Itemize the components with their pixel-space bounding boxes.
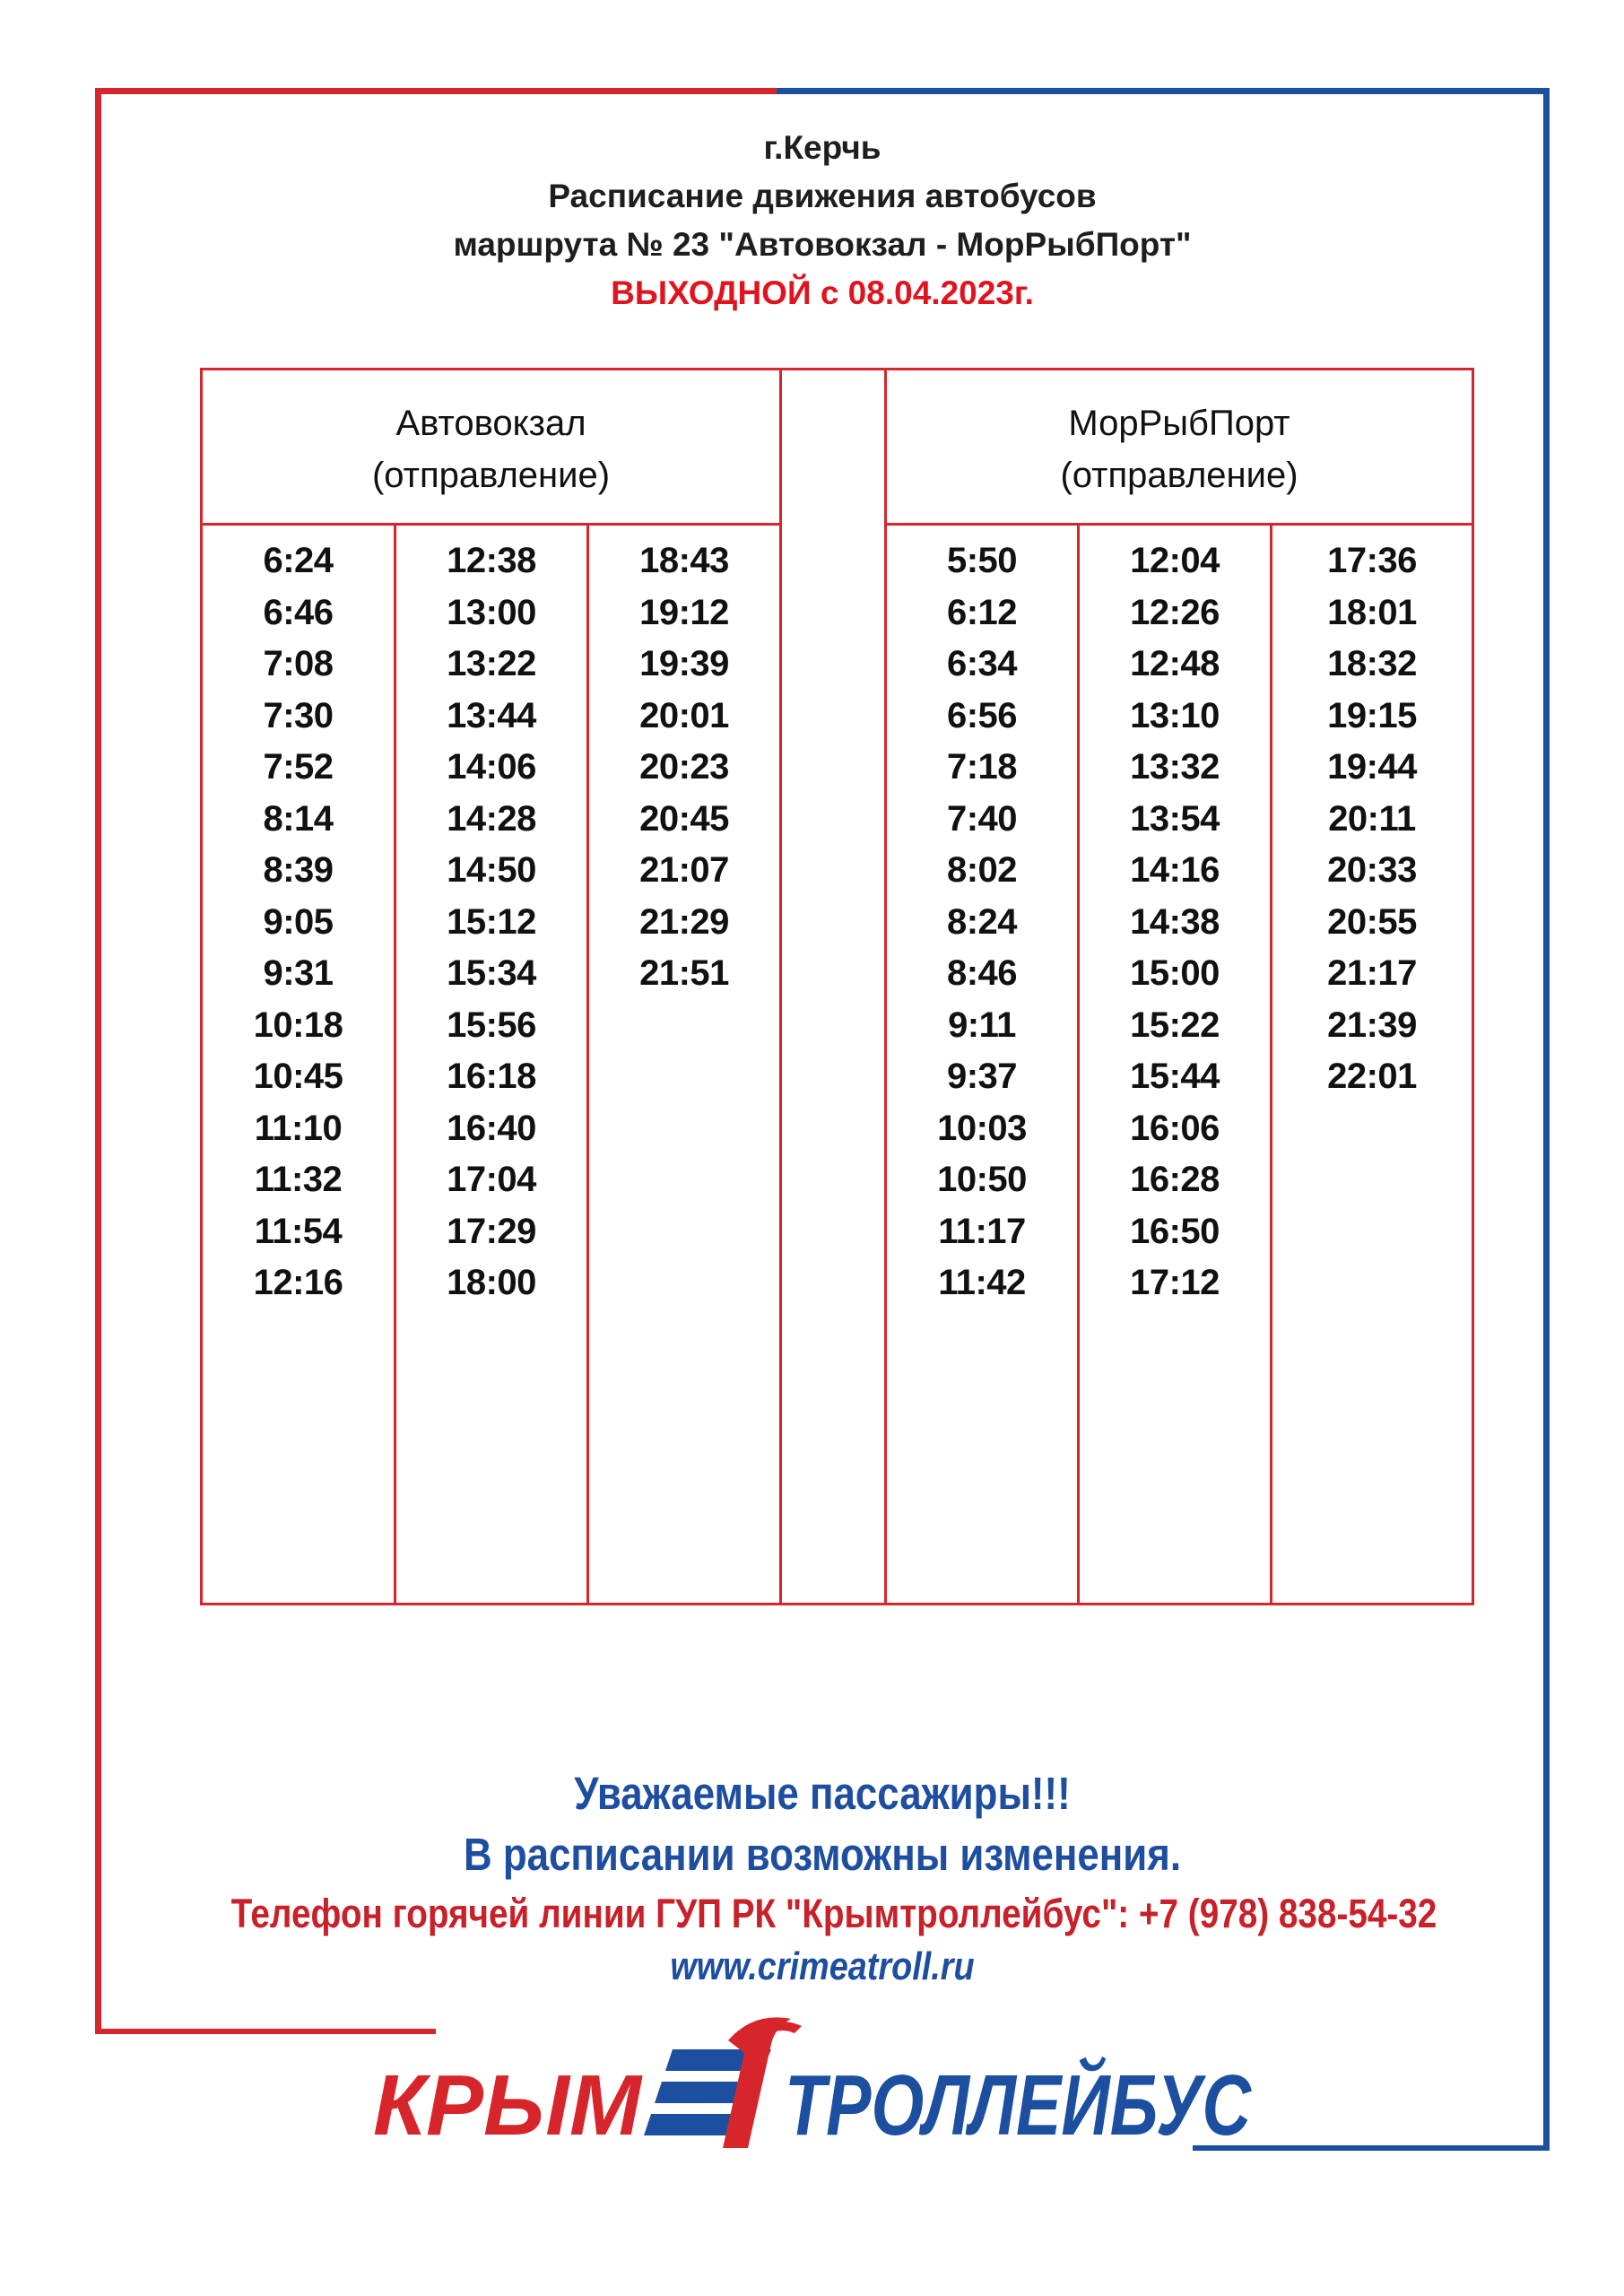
departure-time: 11:32 [254,1160,343,1199]
logo-word-left: КРЫМ [372,2057,641,2153]
departure-time: 15:56 [447,1004,536,1045]
departure-time: 5:50 [946,541,1018,580]
departure-time: 14:38 [1130,901,1220,942]
departure-time: 10:50 [937,1160,1027,1199]
departure-time: 7:30 [263,695,334,735]
departure-time: 14:50 [447,850,536,890]
departure-time: 19:15 [1327,695,1417,735]
departure-time: 14:06 [447,747,536,787]
departure-time: 7:08 [263,644,334,683]
day-type: ВЫХОДНОЙ с 08.04.2023г. [611,274,1034,311]
departure-time: 17:29 [447,1211,536,1251]
departure-time: 6:12 [946,592,1018,632]
stop-name: МорРыбПорт [1068,404,1290,443]
departure-time: 17:12 [1130,1263,1220,1302]
departure-time: 17:04 [447,1160,536,1199]
website-link[interactable]: www.crimeatroll.ru [670,1944,975,1988]
departure-time: 13:32 [1130,747,1220,787]
departure-time: 13:54 [1130,798,1220,839]
times-left-col2 [396,525,586,1309]
departure-time: 14:28 [447,798,536,839]
departure-time: 6:24 [263,541,334,580]
departure-time: 12:16 [253,1263,343,1302]
departure-time: 8:14 [263,798,334,839]
departure-time: 8:39 [263,850,334,890]
frame-top-blue [777,88,1550,94]
departure-time: 11:10 [254,1108,343,1148]
times-right-col1 [887,525,1077,1309]
departure-time: 7:18 [946,747,1018,787]
departure-time: 6:56 [946,695,1018,735]
departure-time: 21:29 [639,901,729,942]
departure-time: 20:23 [639,747,729,787]
departure-time: 8:46 [946,953,1018,993]
schedule-title: Расписание движения автобусов [548,178,1097,214]
departure-time: 9:31 [263,953,334,993]
departure-time: 16:40 [447,1108,536,1148]
logo-word-right: ТРОЛЛЕЙБУС [785,2057,1377,2153]
departure-time: 18:00 [447,1263,536,1302]
departure-time: 12:38 [447,541,536,580]
departure-time: 13:22 [447,644,536,683]
departure-time: 11:42 [938,1263,1026,1302]
col-divider [779,370,782,1603]
departure-time: 10:45 [253,1057,343,1096]
departure-time: 20:11 [1328,798,1416,839]
stop-note: (отправление) [1060,456,1298,495]
frame-left-red [95,88,101,2034]
departure-time: 16:50 [1130,1211,1220,1251]
departure-time: 10:03 [937,1108,1027,1148]
departure-time: 7:52 [263,747,334,787]
departure-time: 20:33 [1327,850,1417,890]
times-left-col1 [203,525,394,1309]
departure-time: 13:00 [447,592,536,632]
timetable [200,368,1474,1605]
departure-time: 21:07 [639,850,729,890]
times-right-col2 [1080,525,1270,1309]
departure-time: 16:18 [447,1057,536,1096]
departure-time: 15:44 [1130,1057,1220,1096]
departure-time: 19:44 [1327,747,1417,787]
departure-time: 11:17 [938,1211,1026,1251]
departure-time: 9:11 [948,1004,1016,1045]
departure-time: 19:39 [639,644,729,683]
departure-time: 8:02 [946,850,1018,890]
departure-time: 20:01 [639,695,729,735]
departure-time: 11:54 [254,1211,343,1251]
departure-time: 16:06 [1130,1108,1220,1148]
departure-time: 13:44 [447,695,536,735]
departure-time: 20:55 [1327,901,1417,942]
stop-name: Автовокзал [395,404,586,443]
frame-right-blue [1543,88,1550,2151]
departure-time: 18:43 [639,541,729,580]
departure-time: 6:34 [946,644,1018,683]
city-name: г.Керчь [763,129,881,166]
departure-time: 14:16 [1130,850,1220,890]
frame-top-red [95,88,781,94]
logo-emblem-icon [644,2017,802,2148]
departure-time: 15:34 [447,953,536,993]
departure-time: 12:26 [1130,592,1220,632]
stop-header-left [203,397,779,501]
departure-time: 15:22 [1130,1004,1220,1045]
departure-time: 18:01 [1327,592,1417,632]
departure-time: 13:10 [1130,695,1220,735]
departure-time: 8:24 [946,901,1018,942]
departure-time: 21:51 [639,953,729,993]
change-notice: В расписании возможны изменения. [463,1829,1182,1880]
departure-time: 9:37 [946,1057,1018,1096]
departure-time: 9:05 [263,901,334,942]
departure-time: 12:04 [1130,541,1220,580]
departure-time: 12:48 [1130,644,1220,683]
passenger-greeting: Уважаемые пассажиры!!! [574,1768,1071,1819]
times-right-col3 [1272,525,1472,1103]
departure-time: 22:01 [1327,1057,1417,1096]
departure-time: 7:40 [946,798,1018,839]
departure-time: 21:17 [1327,953,1417,993]
hotline-phone: Телефон горячей линии ГУП РК "Крымтроллейбус": +7 (978) 838-54-32 [230,1891,1437,1936]
route-name: маршрута № 23 "Автовокзал - МорРыбПорт" [453,226,1192,263]
stop-header-right [887,397,1472,501]
times-left-col3 [589,525,779,1000]
departure-time: 20:45 [639,798,729,839]
departure-time: 15:12 [447,901,536,942]
krymtrolleybus-logo [372,2013,1377,2166]
departure-time: 10:18 [253,1004,343,1045]
departure-time: 21:39 [1327,1004,1417,1045]
departure-time: 18:32 [1327,644,1417,683]
departure-time: 16:28 [1130,1160,1220,1199]
schedule-header [95,124,1550,317]
departure-time: 19:12 [639,592,729,632]
departure-time: 6:46 [263,592,334,632]
departure-time: 15:00 [1130,953,1220,993]
stop-note: (отправление) [371,456,611,495]
departure-time: 17:36 [1327,541,1417,580]
